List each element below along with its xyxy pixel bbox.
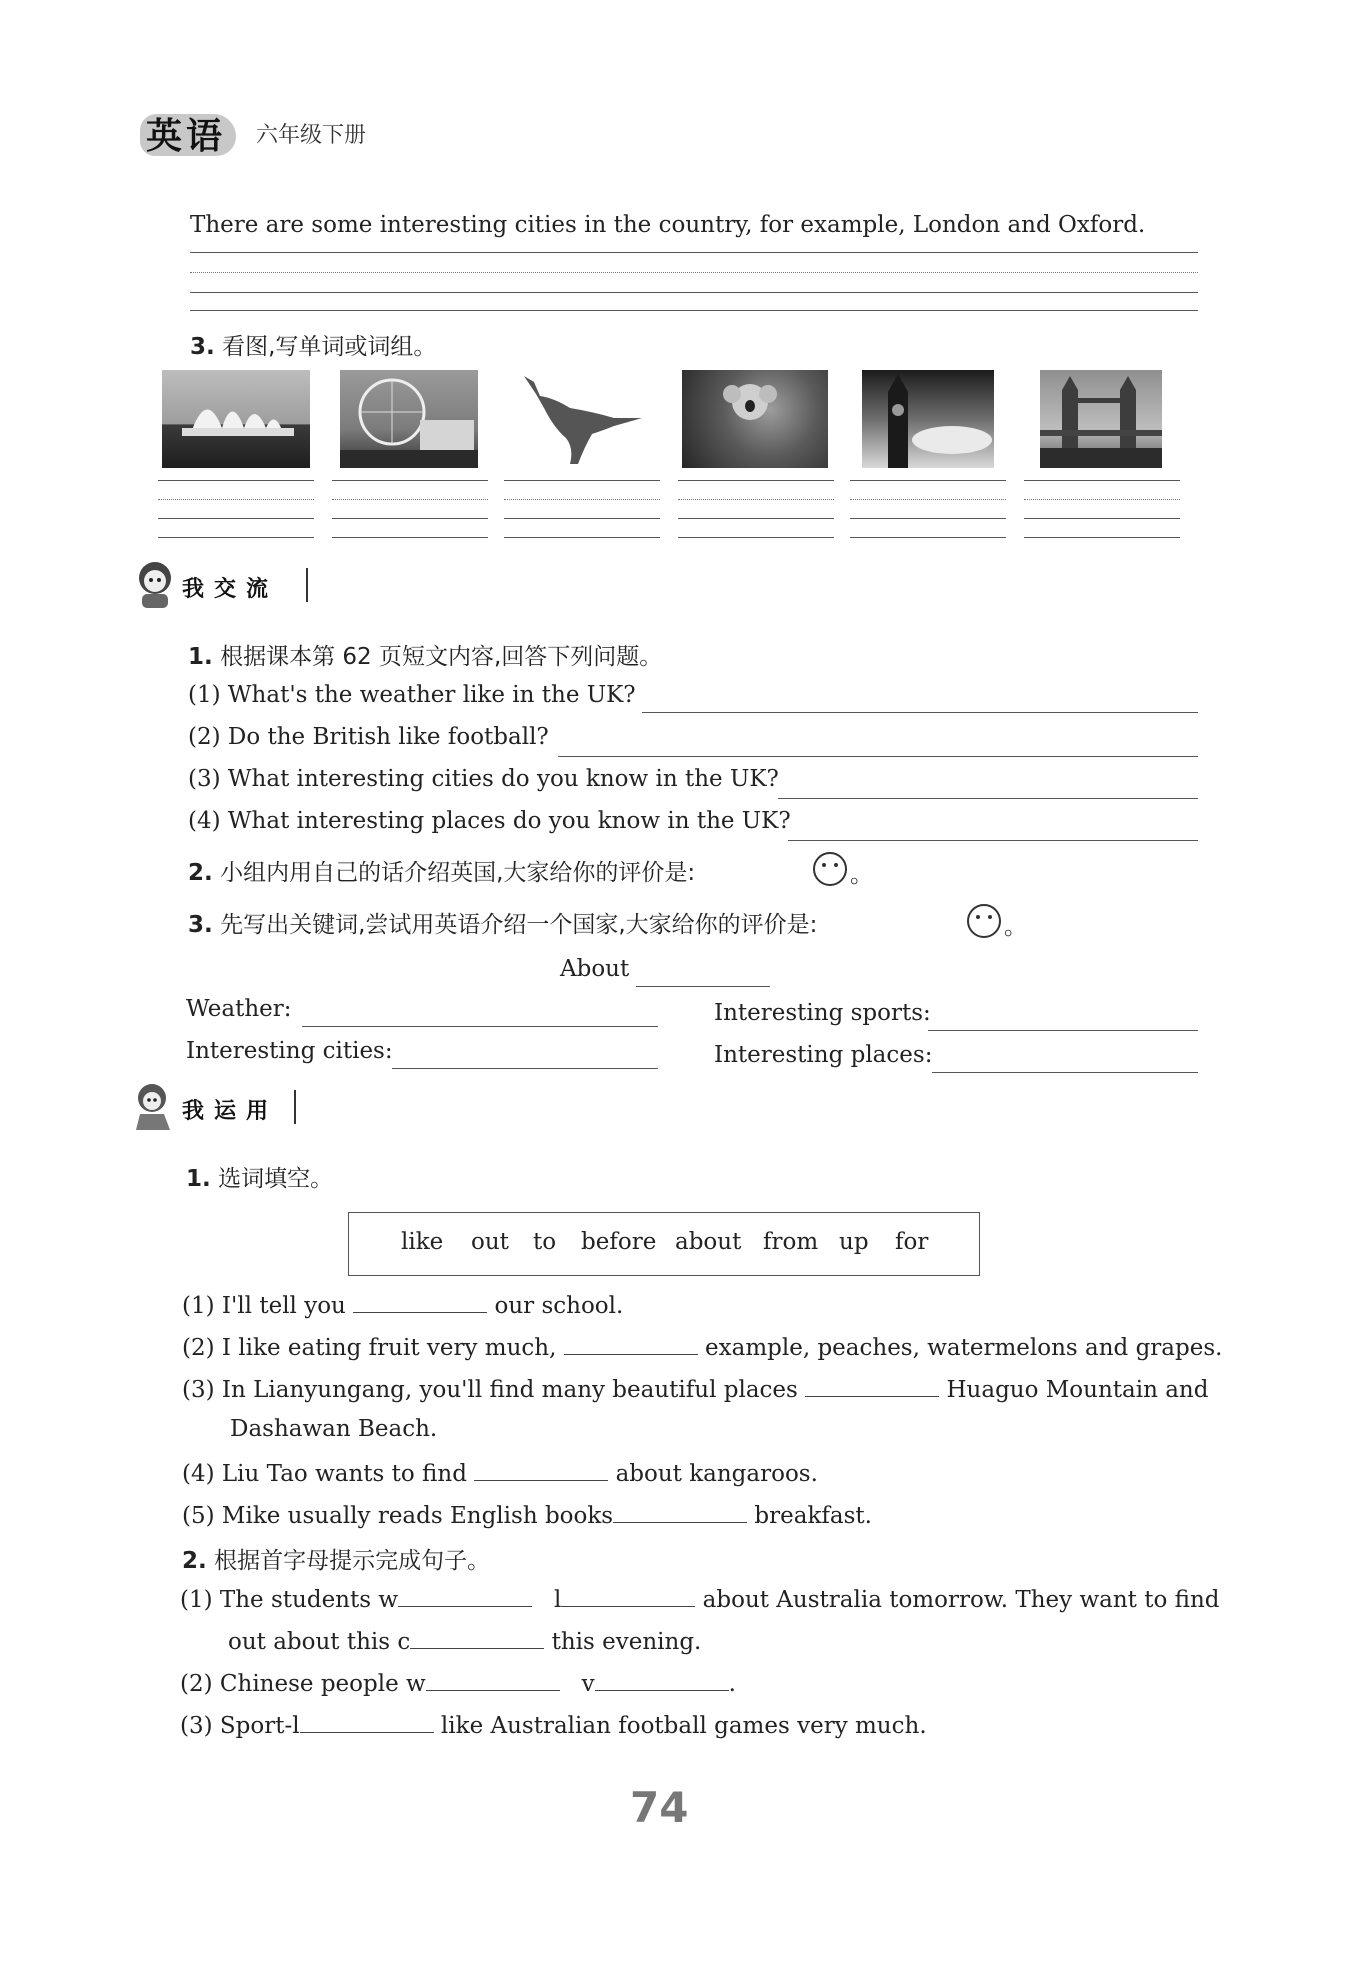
picture-writing-line[interactable]	[504, 518, 660, 519]
picture-writing-line[interactable]	[332, 499, 488, 500]
picture-writing-line[interactable]	[504, 480, 660, 481]
fill-blank[interactable]	[474, 1458, 608, 1481]
fill-sentence: (3) In Lianyungang, you'll find many beautiful places Huaguo Mountain and	[182, 1374, 1208, 1403]
word-bank-item: like	[401, 1229, 444, 1255]
koala-icon	[682, 370, 828, 468]
picture-writing-line[interactable]	[1024, 518, 1180, 519]
london-eye-icon	[340, 370, 478, 468]
ex3-heading: 3. 看图,写单词或词组。	[190, 334, 437, 360]
letter-sentence: (1) The students w l about Australia tomorrow. They want to find	[180, 1584, 1220, 1613]
cities-blank[interactable]	[392, 1068, 658, 1069]
word-bank-item: about	[675, 1229, 742, 1255]
subject-logo	[140, 108, 242, 158]
word-bank-item: up	[839, 1229, 869, 1255]
fill-blank[interactable]	[805, 1374, 939, 1397]
exchange-q1-heading: 1. 根据课本第 62 页短文内容,回答下列问题。	[188, 644, 663, 670]
picture-writing-line[interactable]	[850, 518, 1006, 519]
answer-line[interactable]	[642, 712, 1198, 713]
exchange-question: (2) Do the British like football?	[188, 724, 549, 750]
picture-writing-line[interactable]	[678, 480, 834, 481]
picture-writing-line[interactable]	[332, 537, 488, 538]
weather-label: Weather:	[186, 996, 292, 1022]
big-ben-icon	[862, 370, 994, 468]
tower-bridge-icon	[1040, 370, 1162, 468]
letter-blank[interactable]	[561, 1584, 695, 1607]
exchange-question: (3) What interesting cities do you know in the UK?	[188, 766, 779, 792]
picture-opera-house	[162, 370, 310, 468]
writing-line[interactable]	[190, 252, 1198, 253]
kangaroo-icon	[514, 368, 646, 470]
picture-writing-line[interactable]	[678, 518, 834, 519]
letter-sentence: (3) Sport-l like Australian football games very much.	[180, 1710, 927, 1739]
fill-sentence: (2) I like eating fruit very much, example, peaches, watermelons and grapes.	[182, 1332, 1222, 1361]
picture-writing-line[interactable]	[1024, 480, 1180, 481]
about-label: About	[560, 956, 630, 982]
picture-tower-bridge	[1040, 370, 1162, 468]
picture-writing-line[interactable]	[158, 537, 314, 538]
section-title: 我运用	[182, 1099, 279, 1124]
picture-writing-line[interactable]	[504, 537, 660, 538]
section-title: 我交流	[182, 577, 279, 602]
writing-line[interactable]	[190, 292, 1198, 293]
letter-sentence: (2) Chinese people w v .	[180, 1668, 736, 1697]
picture-writing-line[interactable]	[332, 518, 488, 519]
opera-house-icon	[162, 370, 310, 468]
picture-writing-line[interactable]	[850, 480, 1006, 481]
exchange-q2: 2. 小组内用自己的话介绍英国,大家给你的评价是:	[188, 860, 696, 886]
letter-sentence-continued: out about this c this evening.	[228, 1626, 701, 1655]
smiley-face-icon[interactable]	[966, 903, 1002, 939]
punctuation-period: 。	[850, 862, 873, 888]
picture-writing-line[interactable]	[850, 537, 1006, 538]
writing-line[interactable]	[190, 310, 1198, 311]
mascot-icon	[132, 1082, 178, 1132]
smiley-face-icon[interactable]	[812, 851, 848, 887]
picture-writing-line[interactable]	[158, 480, 314, 481]
subject-title: 英语	[146, 116, 227, 157]
picture-writing-line[interactable]	[158, 518, 314, 519]
use-q1-heading: 1. 选词填空。	[186, 1166, 334, 1192]
picture-writing-line[interactable]	[1024, 499, 1180, 500]
picture-writing-line[interactable]	[158, 499, 314, 500]
word-bank-box	[348, 1212, 980, 1276]
letter-blank[interactable]	[595, 1668, 729, 1691]
picture-london-eye	[340, 370, 478, 468]
fill-sentence: (1) I'll tell you our school.	[182, 1290, 623, 1319]
letter-blank[interactable]	[398, 1584, 532, 1607]
picture-writing-line[interactable]	[678, 499, 834, 500]
use-q2-heading: 2. 根据首字母提示完成句子。	[182, 1548, 491, 1574]
weather-blank[interactable]	[302, 1026, 658, 1027]
answer-line[interactable]	[778, 798, 1198, 799]
fill-blank[interactable]	[613, 1500, 747, 1523]
writing-line-dotted[interactable]	[190, 272, 1198, 273]
punctuation-period: 。	[1004, 914, 1027, 940]
answer-line[interactable]	[558, 756, 1198, 757]
exchange-question: (1) What's the weather like in the UK?	[188, 682, 636, 708]
letter-blank[interactable]	[300, 1710, 434, 1733]
fill-sentence: (5) Mike usually reads English books breakfast.	[182, 1500, 872, 1529]
picture-kangaroo	[514, 368, 646, 470]
places-blank[interactable]	[932, 1072, 1198, 1073]
letter-blank[interactable]	[426, 1668, 560, 1691]
grade-label: 六年级下册	[256, 123, 367, 148]
section-header-use	[132, 1082, 322, 1134]
places-label: Interesting places:	[714, 1042, 933, 1068]
section-divider	[294, 1090, 296, 1124]
fill-sentence: (4) Liu Tao wants to find about kangaroos.	[182, 1458, 818, 1487]
intro-sentence: There are some interesting cities in the country, for example, London and Oxford.	[190, 212, 1146, 238]
word-bank-item: before	[581, 1229, 657, 1255]
letter-blank[interactable]	[410, 1626, 544, 1649]
fill-blank[interactable]	[353, 1290, 487, 1313]
exchange-question: (4) What interesting places do you know in the UK?	[188, 808, 791, 834]
picture-writing-line[interactable]	[1024, 537, 1180, 538]
fill-sentence-continued: Dashawan Beach.	[230, 1416, 438, 1442]
picture-koala	[682, 370, 828, 468]
mascot-icon	[132, 560, 178, 610]
picture-writing-line[interactable]	[850, 499, 1006, 500]
picture-big-ben	[862, 370, 994, 468]
exchange-q3: 3. 先写出关键词,尝试用英语介绍一个国家,大家给你的评价是:	[188, 912, 818, 938]
cities-label: Interesting cities:	[186, 1038, 393, 1064]
picture-writing-line[interactable]	[678, 537, 834, 538]
sports-blank[interactable]	[928, 1030, 1198, 1031]
picture-writing-line[interactable]	[504, 499, 660, 500]
answer-line[interactable]	[788, 840, 1198, 841]
about-blank[interactable]	[636, 986, 770, 987]
page-number: 74	[630, 1783, 689, 1832]
sports-label: Interesting sports:	[714, 1000, 931, 1026]
section-divider	[306, 568, 308, 602]
fill-blank[interactable]	[564, 1332, 698, 1355]
word-bank-item: out	[471, 1229, 509, 1255]
word-bank-item: for	[895, 1229, 929, 1255]
section-header-exchange	[132, 560, 322, 612]
word-bank-item: from	[763, 1229, 819, 1255]
word-bank-item: to	[533, 1229, 557, 1255]
picture-writing-line[interactable]	[332, 480, 488, 481]
